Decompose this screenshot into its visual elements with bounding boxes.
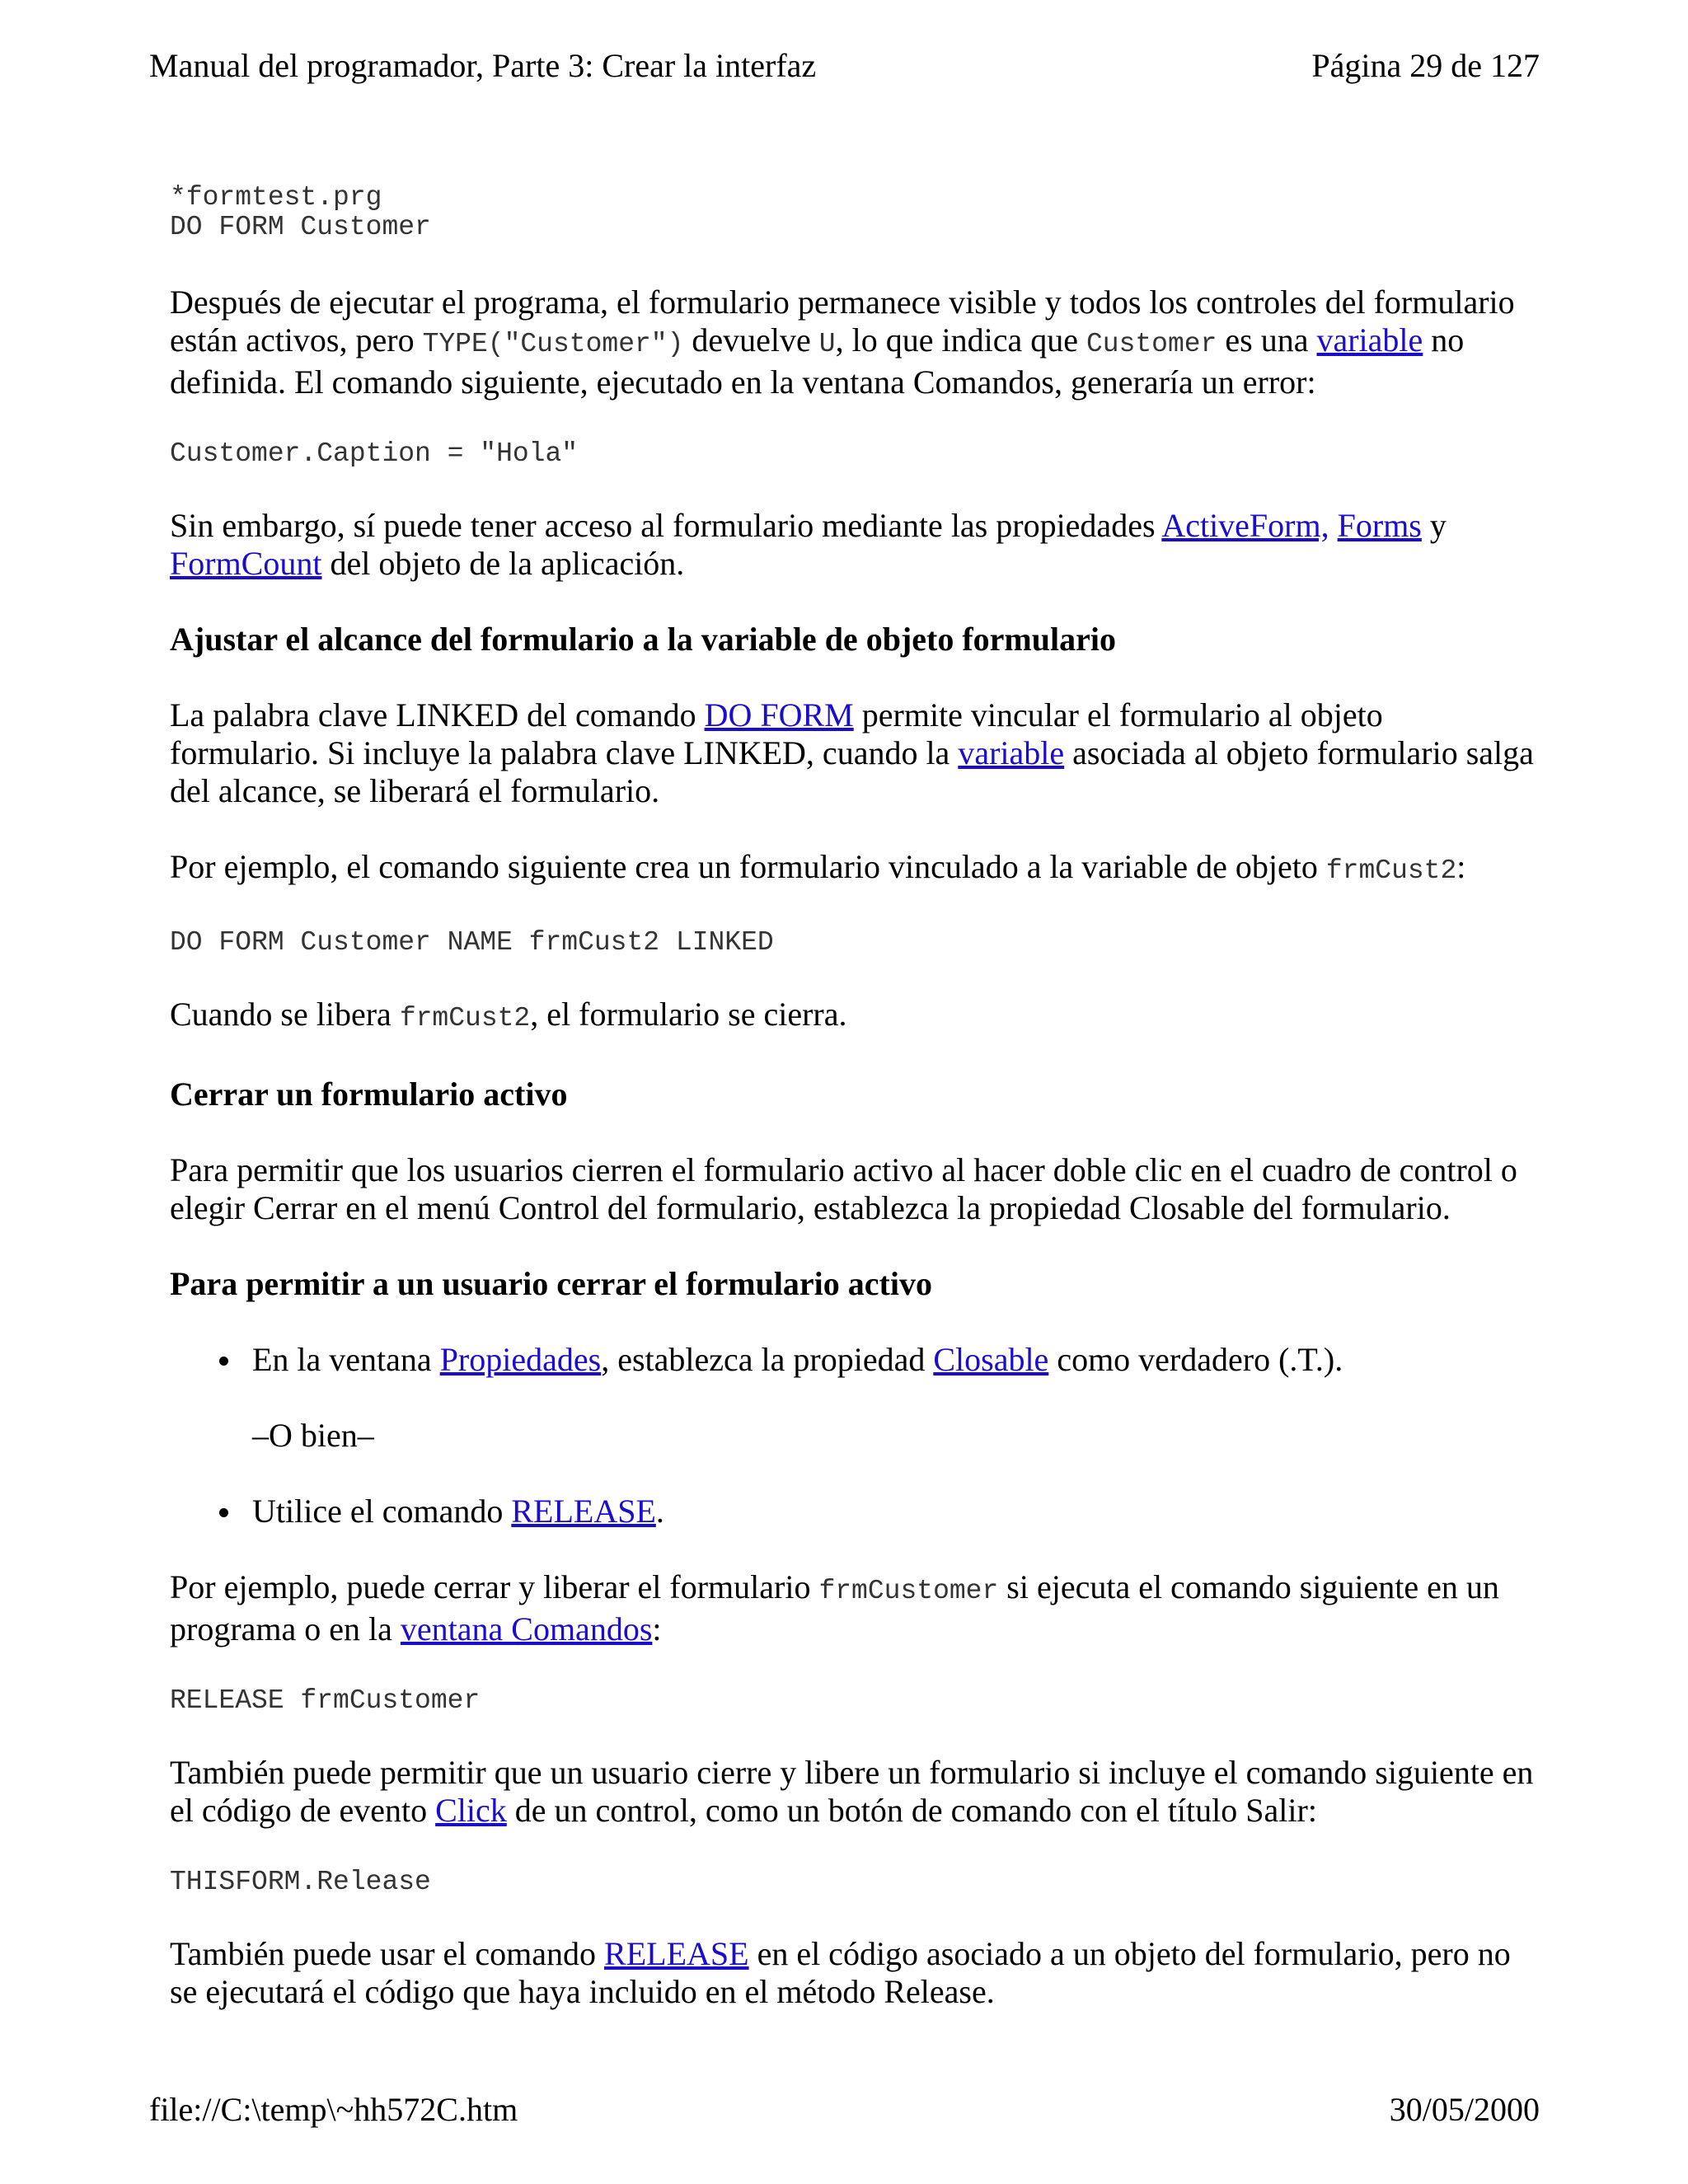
text: . [655,1493,664,1530]
link-variable[interactable]: variable [1316,321,1423,359]
paragraph-closable: Para permitir que los usuarios cierren el formulario activo al hacer doble clic en el cuadro de control o elegir Cerrar en el menú Control del formulario, establezca la propiedad Closable del formulario. [170,1151,1517,1226]
footer-file-path: file://C:\temp\~hh572C.htm [149,2091,518,2128]
code-block-caption: Customer.Caption = "Hola" [170,438,579,469]
link-ventana-comandos[interactable]: ventana Comandos [400,1610,653,1647]
text: También puede usar el comando [170,1935,605,1972]
inline-code: frmCustomer [818,1576,999,1606]
text: También puede permitir que un usuario cierre y libere un formulario si incluye el comando siguiente en el código de evento [170,1754,1534,1829]
text: En la ventana [252,1341,440,1378]
text: en el código asociado a un objeto del formulario, pero no se ejecutará el código que haya incluido en el método Release. [170,1935,1511,2010]
paragraph-release-method [170,1935,1538,2011]
page-header-title: Manual del programador, Parte 3: Crear la interfaz [149,47,817,84]
text: : [652,1610,662,1647]
text: devuelve [683,321,819,359]
or-separator: –O bien– [252,1417,374,1454]
text: como verdadero (.T.). [1048,1341,1343,1378]
text: Por ejemplo, el comando siguiente crea un formulario vinculado a la variable de objeto [170,848,1326,885]
link-click[interactable]: Click [435,1792,507,1829]
link-release[interactable]: RELEASE [604,1935,749,1972]
text: , lo que indica que [835,321,1086,359]
code-line: DO FORM Customer [170,212,431,242]
text: La palabra clave LINKED del comando [170,696,705,733]
text: Cuando se libera [170,996,400,1033]
text: , el formulario se cierra. [530,996,847,1033]
list-item [219,1341,1538,1379]
page-number: Página 29 de 127 [1311,47,1540,84]
text: Utilice el comando [252,1493,512,1530]
text: es una [1217,321,1317,359]
link-formcount[interactable]: FormCount [170,545,322,582]
text: Por ejemplo, puede cerrar y liberar el formulario [170,1568,819,1605]
text: de un control, como un botón de comando con el título Salir: [506,1792,1317,1829]
section-heading-scope: Ajustar el alcance del formulario a la variable de objeto formulario [170,621,1116,658]
procedure-list [170,1493,1538,1530]
link-release[interactable]: RELEASE [511,1493,656,1530]
text: Sin embargo, sí puede tener acceso al formulario mediante las propiedades [170,507,1162,544]
list-item [219,1493,1538,1530]
section-heading-close-form: Cerrar un formulario activo [170,1076,568,1113]
code-block-linked: DO FORM Customer NAME frmCust2 LINKED [170,927,774,958]
text: asociada al objeto formulario salga del alcance, se liberará el formulario. [170,734,1534,809]
link-activeform[interactable]: ActiveForm, [1161,507,1329,544]
inline-code: U [818,329,836,359]
paragraph-linked-keyword [170,696,1538,810]
link-forms[interactable]: Forms [1337,507,1422,544]
link-closable[interactable]: Closable [933,1341,1049,1378]
procedure-heading: Para permitir a un usuario cerrar el formulario activo [170,1265,932,1302]
bullet-icon [219,1357,228,1366]
paragraph-example-linked [170,848,1538,890]
text: y [1421,507,1447,544]
text: Después de ejecutar el programa, el formulario permanece visible y todos los controles del formulario están activos, pero [170,284,1515,359]
link-propiedades[interactable]: Propiedades [439,1341,602,1378]
paragraph-release-closes [170,996,1538,1038]
paragraph-example-release [170,1568,1538,1648]
text: permite vincular el formulario al objeto formulario. Si incluye la palabra clave LINKED, cuando la [170,696,1383,771]
text: si ejecuta el comando siguiente en un programa o en la [170,1568,1499,1647]
procedure-list [170,1341,1538,1379]
inline-code: frmCust2 [399,1003,531,1033]
paragraph-click-event [170,1754,1538,1830]
paragraph-access-properties [170,507,1538,583]
text: : [1456,848,1466,885]
text: no definida. El comando siguiente, ejecutado en la ventana Comandos, generaría un error: [170,321,1465,401]
code-line: *formtest.prg [170,182,382,213]
code-block-release: RELEASE frmCustomer [170,1685,481,1716]
text [1329,507,1338,544]
text: , establezca la propiedad [601,1341,934,1378]
footer-date: 30/05/2000 [1389,2091,1540,2128]
code-block-thisform: THISFORM.Release [170,1867,431,1897]
inline-code: Customer [1085,329,1217,359]
inline-code: frmCust2 [1325,855,1457,886]
link-do-form[interactable]: DO FORM [704,696,854,733]
link-variable[interactable]: variable [958,734,1065,771]
paragraph-after-run [170,284,1538,401]
inline-code: TYPE("Customer") [422,329,684,359]
document-body [170,183,1538,2011]
text: del objeto de la aplicación. [321,545,685,582]
code-block-formtest [170,183,1538,242]
bullet-icon [219,1508,228,1517]
